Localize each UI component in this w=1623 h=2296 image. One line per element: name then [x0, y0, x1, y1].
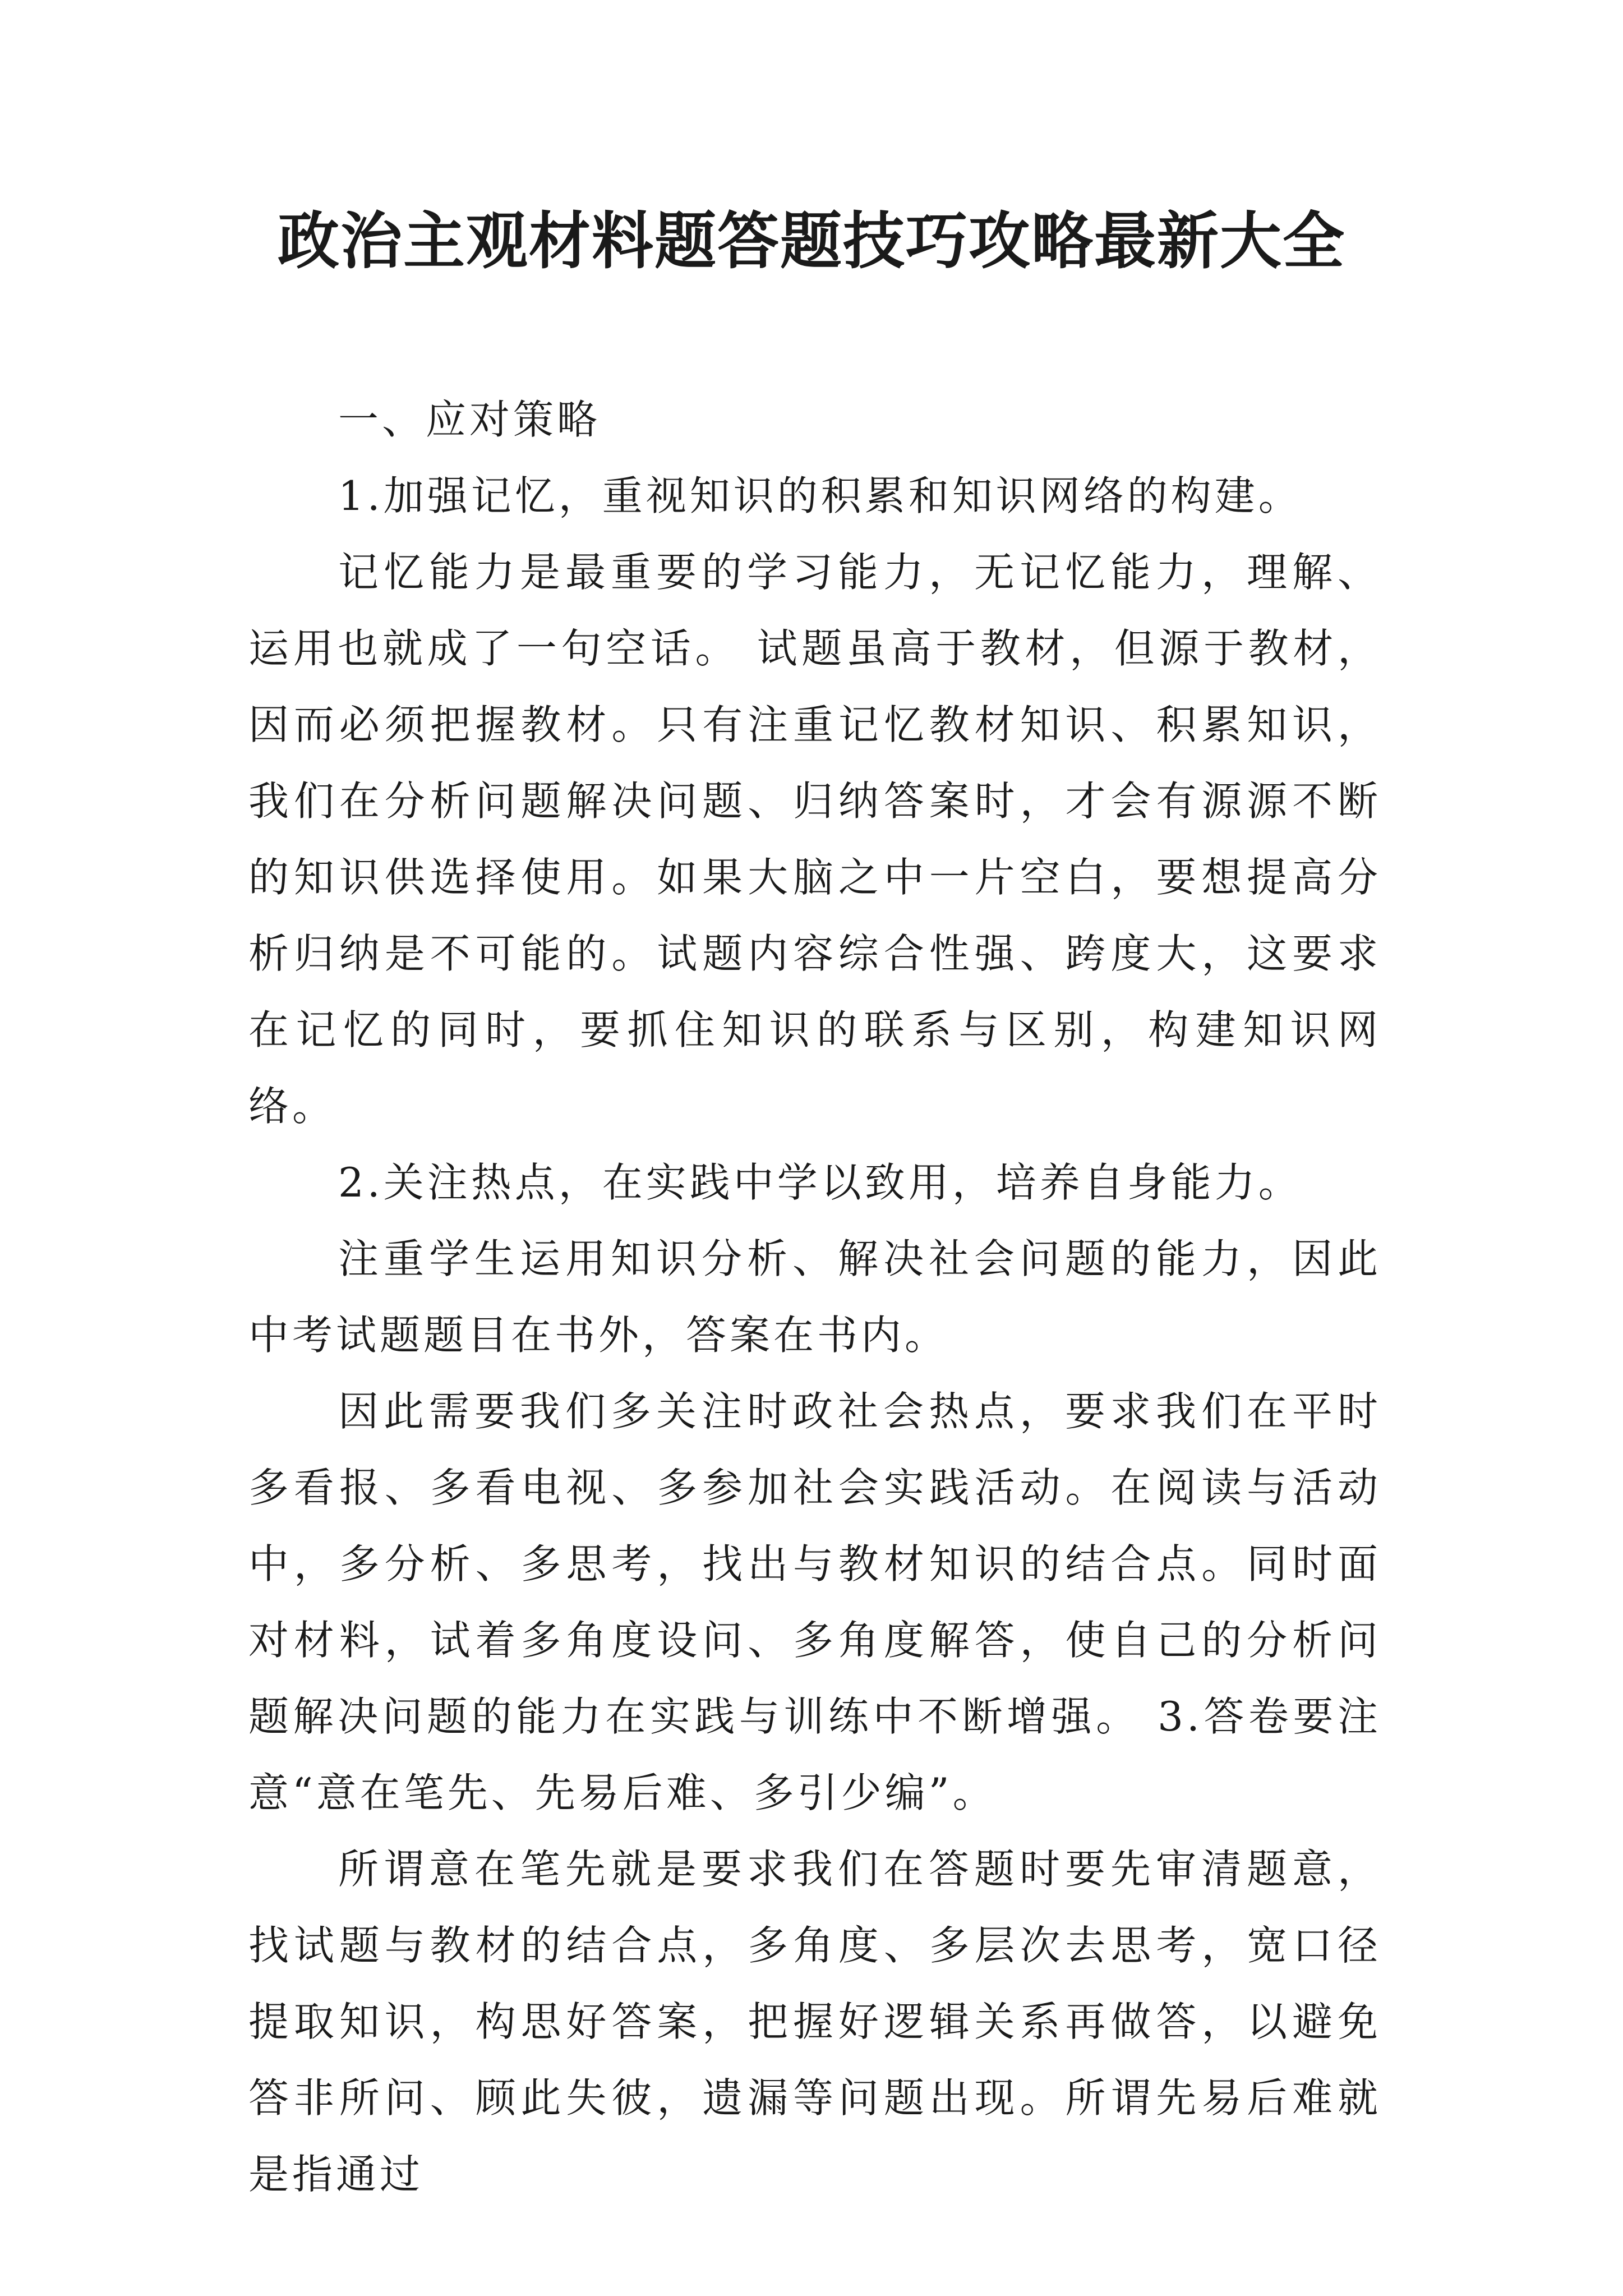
subheading-1: 1.加强记忆，重视知识的积累和知识网络的构建。: [338, 472, 1302, 519]
paragraph: 因此需要我们多关注时政社会热点，要求我们在平时多看报、多看电视、多参加社会实践活动。在阅读与活动中，多分析、多思考，找出与教材知识的结合点。同时面对材料，试着多角度设问、多角度解答，使自己的分析问题解决问题的能力在实践与训练中不断增强。 3.答卷要注意“意在笔先、先易后难、多引少编”。: [248, 1388, 1381, 1816]
section-heading: 一、应对策略: [338, 396, 601, 443]
subheading-2: 2.关注热点，在实践中学以致用，培养自身能力。: [338, 1159, 1302, 1206]
paragraph: 记忆能力是最重要的学习能力，无记忆能力，理解、运用也就成了一句空话。 试题虽高于教材，但源于教材，因而必须把握教材。只有注重记忆教材知识、积累知识，我们在分析问题解决问题、归纳答案时，才会有源源不断的知识供选择使用。如果大脑之中一片空白，要想提高分析归纳是不可能的。试题内容综合性强、跨度大，这要求在记忆的同时，要抓住知识的联系与区别，构建知识网络。: [248, 549, 1381, 1130]
document-body: [248, 381, 1381, 2212]
paragraph: 注重学生运用知识分析、解决社会问题的能力，因此中考试题题目在书外，答案在书内。: [248, 1235, 1381, 1359]
paragraph: 所谓意在笔先就是要求我们在答题时要先审清题意，找试题与教材的结合点，多角度、多层次去思考，宽口径提取知识，构思好答案，把握好逻辑关系再做答，以避免答非所问、顾此失彼，遗漏等问题出现。所谓先易后难就是指通过: [248, 1846, 1381, 2198]
document-title: 政治主观材料题答题技巧攻略最新大全: [278, 205, 1345, 277]
